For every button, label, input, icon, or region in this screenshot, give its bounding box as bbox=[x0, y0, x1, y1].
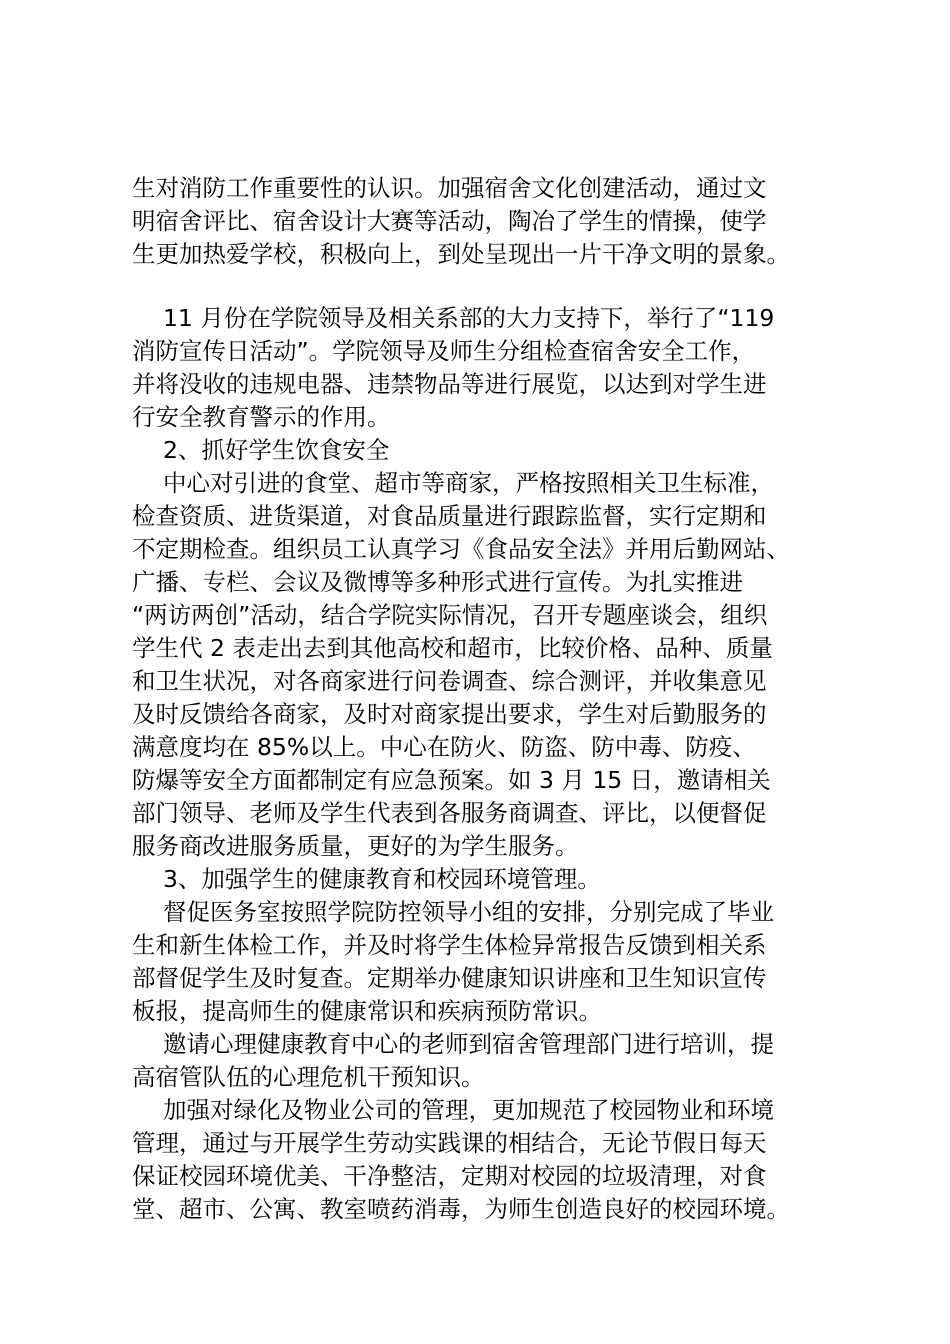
text-line: 检查资质、进货渠道，对食品质量进行跟踪监督，实行定期和 bbox=[132, 502, 767, 530]
text-line: 板报，提高师生的健康常识和疾病预防常识。 bbox=[132, 997, 602, 1025]
paragraph-gap bbox=[132, 271, 832, 302]
text-line: “两访两创”活动，结合学院实际情况，召开专题座谈会，组织 bbox=[132, 601, 768, 629]
text-line: 生和新生体检工作，并及时将学生体检异常报告反馈到相关系 bbox=[132, 931, 767, 959]
text-line: 明宿舍评比、宿舍设计大赛等活动，陶冶了学生的情操，使学 bbox=[132, 207, 767, 235]
text-line: 部门领导、老师及学生代表到各服务商调查、评比，以便督促 bbox=[132, 799, 767, 827]
text-line: 督促医务室按照学院防控领导小组的安排，分别完成了毕业 bbox=[132, 898, 774, 926]
text-line: 行安全教育警示的作用。 bbox=[132, 403, 391, 431]
text-line: 服务商改进服务质量，更好的为学生服务。 bbox=[132, 832, 579, 860]
text-line: 中心对引进的食堂、超市等商家，严格按照相关卫生标准， bbox=[132, 469, 774, 497]
text-line: 保证校园环境优美、干净整洁，定期对校园的垃圾清理，对食 bbox=[132, 1162, 767, 1190]
text-line: 堂、超市、公寓、教室喷药消毒，为师生创造良好的校园环境。 bbox=[132, 1195, 790, 1223]
text-line: 部督促学生及时复查。定期举办健康知识讲座和卫生知识宣传 bbox=[132, 964, 767, 992]
text-line: 学生代 2 表走出去到其他高校和超市，比较价格、品种、质量 bbox=[132, 634, 773, 662]
text-line: 满意度均在 85%以上。中心在防火、防盗、防中毒、防疫、 bbox=[132, 733, 756, 761]
text-line: 广播、专栏、会议及微博等多种形式进行宣传。为扎实推进 bbox=[132, 568, 743, 596]
text-line: 邀请心理健康教育中心的老师到宿舍管理部门进行培训，提 bbox=[132, 1030, 774, 1058]
text-line: 消防宣传日活动”。学院领导及师生分组检查宿舍安全工作， bbox=[132, 337, 756, 365]
text-line: 3、加强学生的健康教育和校园环境管理。 bbox=[132, 865, 601, 893]
text-line: 并将没收的违规电器、违禁物品等进行展览，以达到对学生进 bbox=[132, 370, 767, 398]
text-line: 防爆等安全方面都制定有应急预案。如 3 月 15 日，邀请相关 bbox=[132, 766, 771, 794]
text-line: 不定期检查。组织员工认真学习《食品安全法》并用后勤网站、 bbox=[132, 535, 790, 563]
text-line: 生更加热爱学校，积极向上，到处呈现出一片干净文明的景象。 bbox=[132, 240, 790, 268]
text-line: 加强对绿化及物业公司的管理，更加规范了校园物业和环境 bbox=[132, 1096, 774, 1124]
text-line: 11 月份在学院领导及相关系部的大力支持下，举行了“119 bbox=[132, 304, 775, 332]
text-line: 2、抓好学生饮食安全 bbox=[132, 436, 390, 464]
text-line: 和卫生状况，对各商家进行问卷调查、综合测评，并收集意见 bbox=[132, 667, 767, 695]
text-line: 高宿管队伍的心理危机干预知识。 bbox=[132, 1063, 485, 1091]
document-body bbox=[132, 172, 832, 1226]
text-line: 管理，通过与开展学生劳动实践课的相结合，无论节假日每天 bbox=[132, 1129, 767, 1157]
text-line: 及时反馈给各商家，及时对商家提出要求，学生对后勤服务的 bbox=[132, 700, 767, 728]
text-line: 生对消防工作重要性的认识。加强宿舍文化创建活动，通过文 bbox=[132, 174, 767, 202]
